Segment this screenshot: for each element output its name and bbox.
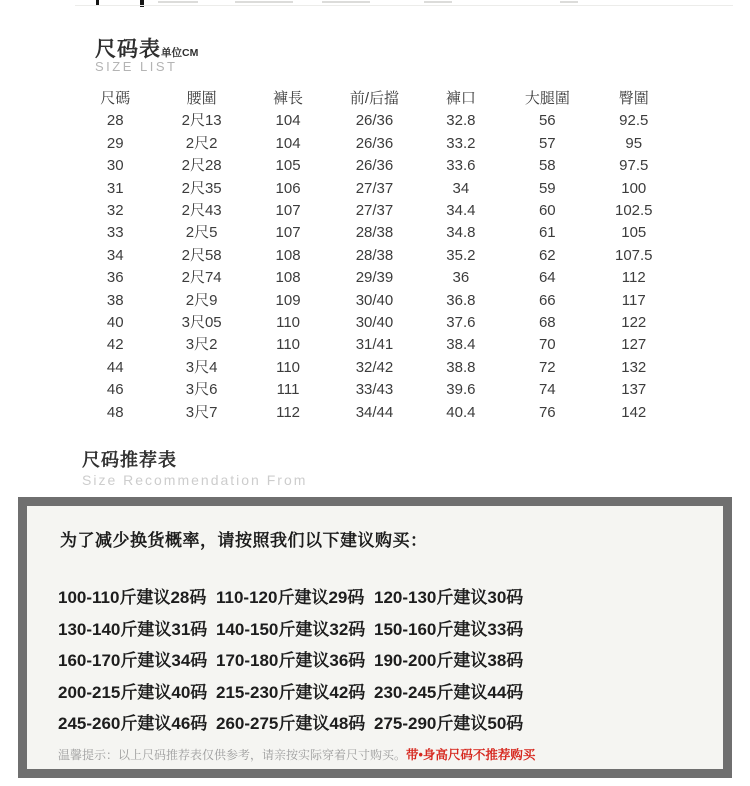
cropped-faint-mark [158,1,198,3]
cropped-faint-mark [235,1,293,3]
size-table-cell: 106 [275,179,301,197]
size-table-cell: 27/37 [355,202,394,220]
suggestion-row [58,645,723,677]
recommendation-subtitle: Size Recommendation From [82,472,308,488]
size-table-cell: 2尺9 [185,291,218,309]
size-table-cell: 66 [538,291,556,309]
table-row [72,245,677,267]
size-table-head [72,88,677,110]
suggestion-item: 140-150斤建议32码 [216,619,366,639]
size-table-cell: 26/36 [355,112,394,130]
size-table-cell: 48 [106,403,124,421]
size-table-unit-label: 单位CM [161,47,199,59]
size-table-cell: 33.2 [446,134,476,152]
size-table-cell: 127 [621,336,647,354]
size-table-cell: 3尺2 [185,336,218,354]
size-table-header-cell: 臀圍 [618,90,649,107]
size-table-cell: 108 [275,246,301,264]
size-table-cell: 2尺28 [181,157,222,175]
size-table-header-cell: 褲長 [273,90,304,107]
size-table-header-cell: 尺碼 [100,90,131,107]
table-row [72,334,677,356]
size-table-cell: 132 [621,358,647,376]
suggestion-item: 150-160斤建议33码 [374,619,524,639]
size-table-cell: 3尺4 [185,358,218,376]
size-table-cell: 37.6 [446,314,476,332]
recommendation-box [18,497,732,778]
size-table-cell: 38 [106,291,124,309]
size-table-cell: 2尺13 [181,112,222,130]
size-table-cell: 95 [625,134,643,152]
size-table-cell: 122 [621,314,647,332]
table-row [72,379,677,401]
size-table-header-cell: 大腿圍 [524,90,570,107]
suggestion-item: 160-170斤建议34码 [58,651,208,670]
size-table-cell: 56 [538,112,556,130]
size-table-cell: 26/36 [355,157,394,175]
size-table-cell: 29/39 [355,269,394,287]
suggestion-item: 190-200斤建议38码 [374,651,524,670]
size-table-header-row [72,88,677,110]
recommendation-heading: 为了减少换货概率，请按照我们以下建议购买： [60,531,428,550]
size-table-cell: 27/37 [355,179,394,197]
size-table-cell: 104 [275,112,301,130]
suggestion-item: 120-130斤建议30码 [374,588,524,607]
size-table-cell: 108 [275,269,301,287]
tip-warning-text: 带•身高尺码不推荐购买 [406,747,536,762]
recommendation-tip [58,745,723,763]
size-table-cell: 102.5 [614,202,653,220]
tip-prefix-text: 温馨提示：以上尺码推荐表仅供参考，请亲按实际穿着尺寸购买。 [58,747,407,762]
size-table-cell: 36 [106,269,124,287]
size-table-cell: 60 [538,202,556,220]
size-table-cell: 26/36 [355,134,394,152]
size-table-cell: 97.5 [619,157,649,175]
table-row [72,312,677,334]
size-table-cell: 33 [106,224,124,242]
size-table-cell: 2尺74 [181,269,222,287]
suggestion-item: 230-245斤建议44码 [374,682,524,702]
size-table-cell: 68 [538,314,556,332]
table-row [72,110,677,132]
suggestion-row [58,582,723,614]
size-table-cell: 109 [275,291,301,309]
size-table-body [72,110,677,424]
table-row [72,200,677,222]
recommendation-rows [58,582,723,740]
size-table-cell: 142 [621,403,647,421]
size-table-cell: 107.5 [614,246,653,264]
size-table-cell: 40 [106,314,124,332]
size-table-cell: 44 [106,358,124,376]
size-table-cell: 28/38 [355,224,394,242]
table-row [72,133,677,155]
size-table-cell: 32 [106,202,124,220]
size-table-cell: 74 [538,381,556,399]
size-table-cell: 38.8 [446,358,476,376]
size-table-title-text: 尺码表 [95,38,161,61]
size-table-cell: 28/38 [355,246,394,264]
size-table-cell: 40.4 [446,403,476,421]
table-row [72,155,677,177]
table-row [72,178,677,200]
size-table-cell: 110 [276,358,301,376]
size-table-cell: 70 [538,336,556,354]
size-table-cell: 42 [106,336,124,354]
size-table-cell: 32/42 [355,358,394,376]
suggestion-item: 245-260斤建议46码 [58,714,208,733]
size-table-cell: 39.6 [446,381,476,399]
size-table-header-cell: 腰圍 [186,90,217,107]
table-row [72,357,677,379]
size-table-cell: 33.6 [446,157,476,175]
size-table-cell: 30 [106,157,124,175]
size-table [72,88,677,424]
size-table-cell: 46 [106,381,124,399]
size-table-cell: 61 [538,224,556,242]
size-table-cell: 110 [276,314,301,332]
suggestion-row [58,677,723,709]
table-row [72,267,677,289]
size-table-cell: 30/40 [355,291,394,309]
size-table-cell: 111 [276,381,300,399]
size-table-cell: 107 [275,224,301,242]
size-table-cell: 2尺5 [185,224,218,242]
size-table-header-cell: 前/后擋 [349,90,400,107]
size-table-cell: 34 [106,246,124,264]
section-divider [75,5,733,6]
size-table-cell: 3尺05 [181,314,222,332]
size-table-cell: 105 [621,224,647,242]
size-table-cell: 29 [106,134,124,152]
size-table-cell: 112 [276,403,301,421]
size-table-cell: 72 [538,358,556,376]
size-table-cell: 28 [106,112,124,130]
suggestion-item: 275-290斤建议50码 [374,714,524,733]
size-table-cell: 62 [538,246,556,264]
cropped-faint-mark [560,1,578,3]
suggestion-item: 200-215斤建议40码 [58,682,208,702]
table-row [72,290,677,312]
size-table-cell: 3尺7 [185,403,218,421]
table-row [72,402,677,424]
suggestion-item: 215-230斤建议42码 [216,682,366,702]
size-table-cell: 137 [621,381,647,399]
suggestion-item: 170-180斤建议36码 [216,651,366,670]
size-table-cell: 31/41 [355,336,394,354]
suggestion-row [58,708,723,740]
size-table-cell: 2尺2 [185,134,218,152]
suggestion-item: 100-110斤建议28码 [58,588,207,607]
size-table-cell: 2尺35 [181,179,222,197]
cropped-faint-mark [322,1,370,3]
size-table-cell: 30/40 [355,314,394,332]
size-table-cell: 34 [452,179,470,197]
size-table-cell: 76 [538,403,556,421]
size-table-header-cell: 褲口 [445,90,476,107]
size-table-cell: 2尺43 [181,202,222,220]
size-table-cell: 32.8 [446,112,476,130]
size-table-cell: 112 [621,269,646,287]
size-table-cell: 34.8 [446,224,476,242]
suggestion-item: 260-275斤建议48码 [216,714,366,733]
size-table-cell: 3尺6 [185,381,218,399]
suggestion-item: 130-140斤建议31码 [58,619,208,639]
size-table-cell: 2尺58 [181,246,222,264]
size-table-cell: 59 [538,179,556,197]
size-table-cell: 107 [275,202,301,220]
size-table-cell: 110 [276,336,301,354]
size-table-cell: 105 [275,157,301,175]
size-table-cell: 36 [452,269,470,287]
size-table-cell: 58 [538,157,556,175]
size-table-cell: 35.2 [446,246,476,264]
size-table-cell: 117 [621,291,646,309]
size-table-cell: 38.4 [446,336,476,354]
suggestion-item: 110-120斤建议29码 [216,588,365,607]
size-table-cell: 100 [621,179,647,197]
cropped-faint-mark [424,1,452,3]
size-table-cell: 36.8 [446,291,476,309]
size-table-cell: 57 [538,134,556,152]
size-table-cell: 92.5 [619,112,649,130]
suggestion-row [58,614,723,646]
size-table-cell: 34.4 [446,202,476,220]
size-table-subtitle: SIZE LIST [95,59,178,74]
recommendation-title: 尺码推荐表 [82,450,177,470]
size-table-cell: 31 [106,179,124,197]
size-table-cell: 33/43 [355,381,394,399]
size-table-cell: 104 [275,134,301,152]
size-table-cell: 64 [538,269,556,287]
table-row [72,222,677,244]
size-table-cell: 34/44 [355,403,394,421]
